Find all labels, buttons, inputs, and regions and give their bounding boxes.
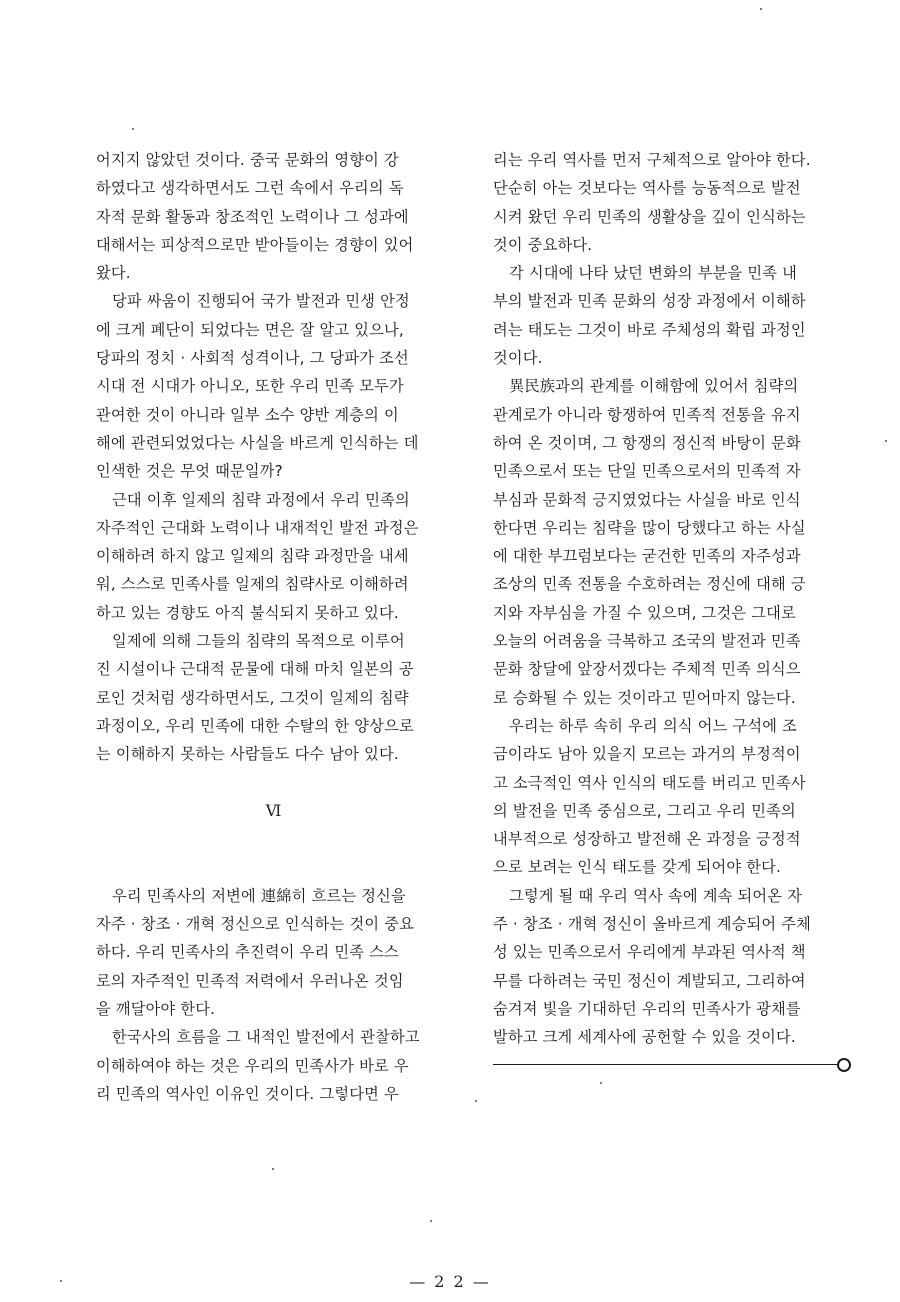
text-line: 것이다.: [493, 349, 543, 368]
text-line: 단순히 아는 것보다는 역사를 능동적으로 발전: [493, 179, 801, 198]
text-line: 해에 관련되었었다는 사실을 바르게 인식하는 데: [96, 433, 419, 452]
spacer: [96, 853, 461, 881]
text-line: 려는 태도는 그것이 바로 주체성의 확립 과정인: [493, 320, 806, 339]
text-line: 우리는 하루 속히 우리 의식 어느 구석에 조: [509, 716, 798, 735]
text-line: 시대 전 시대가 아니오, 또한 우리 민족 모두가: [96, 377, 404, 396]
text-line: 을 깨달아야 한다.: [96, 999, 216, 1018]
scan-speck: [600, 1082, 602, 1084]
text-line: 로의 자주적인 민족적 저력에서 우러나온 것임: [96, 971, 404, 990]
text-line: 민족으로서 또는 단일 민족으로서의 민족적 자: [493, 462, 801, 481]
text-line: 에 대한 부끄럼보다는 굳건한 민족의 자주성과: [493, 547, 801, 566]
text-line: 지와 자부심을 가질 수 있으며, 그것은 그대로: [493, 603, 796, 622]
text-line: 발하고 크게 세계사에 공헌할 수 있을 것이다.: [493, 1028, 796, 1047]
text-line: 하고 있는 경향도 아직 불식되지 못하고 있다.: [96, 603, 399, 622]
scan-speck: [132, 128, 134, 130]
text-line: 고 소극적인 역사 인식의 태도를 버리고 민족사: [493, 773, 806, 792]
text-line: 것이 중요하다.: [493, 235, 593, 254]
text-line: 진 시설이나 근대적 문물에 대해 마치 일본의 공: [96, 660, 414, 679]
text-line: 이해하여야 하는 것은 우리의 민족사가 바로 우: [96, 1056, 409, 1075]
text-line: 시켜 왔던 우리 민족의 생활상을 깊이 인식하는: [493, 207, 806, 226]
rule-line: [493, 1064, 839, 1065]
text-line: 내부적으로 성장하고 발전해 온 과정을 긍정적: [493, 830, 801, 849]
page-number: — 2 2 —: [409, 1272, 491, 1291]
text-line: 자주적인 근대화 노력이나 내재적인 발전 과정은: [96, 518, 419, 537]
text-line: 에 크게 폐단이 되었다는 면은 잘 알고 있으나,: [96, 320, 404, 339]
text-line: 각 시대에 나타 났던 변화의 부분을 민족 내: [509, 264, 798, 283]
spacer: [96, 825, 461, 853]
text-line: 하여 온 것이며, 그 항쟁의 정신적 바탕이 문화: [493, 433, 801, 452]
left-column-text-bottom: [96, 882, 461, 1108]
right-column: [493, 146, 858, 1072]
end-circle-icon: [837, 1058, 851, 1072]
text-line: 과정이오, 우리 민족에 대한 수탈의 한 양상으로: [96, 716, 414, 735]
left-column-text-top: [96, 146, 461, 769]
text-line: 조상의 민족 전통을 수호하려는 정신에 대해 긍: [493, 575, 806, 594]
text-line: 하였다고 생각하면서도 그런 속에서 우리의 독: [96, 179, 404, 198]
text-line: 관계로가 아니라 항쟁하여 민족적 전통을 유지: [493, 405, 801, 424]
text-line: 성 있는 민족으로서 우리에게 부과된 역사적 책: [493, 943, 806, 962]
scan-speck: [272, 1168, 274, 1170]
text-line: 는 이해하지 못하는 사람들도 다수 남아 있다.: [96, 745, 399, 764]
scan-speck: [475, 1100, 477, 1102]
text-line: 금이라도 남아 있을지 모르는 과거의 부정적이: [493, 745, 801, 764]
text-line: 인색한 것은 무엇 때문일까?: [96, 462, 283, 481]
scan-speck: [885, 440, 887, 442]
text-line: 숨겨져 빛을 기대하던 우리의 민족사가 광채를: [493, 999, 801, 1018]
text-line: 자주 · 창조 · 개혁 정신으로 인식하는 것이 중요: [96, 915, 414, 934]
text-line: 일제에 의해 그들의 침략의 목적으로 이루어: [112, 632, 405, 651]
text-line: 리는 우리 역사를 먼저 구체적으로 알아야 한다.: [493, 151, 811, 169]
text-line: 관여한 것이 아니라 일부 소수 양반 계층의 이: [96, 405, 399, 424]
text-line: 주 · 창조 · 개혁 정신이 올바르게 계승되어 주체: [493, 915, 811, 934]
scan-speck: [430, 1220, 432, 1222]
right-column-text: [493, 146, 858, 1052]
scan-speck: [60, 1280, 62, 1282]
text-line: 자적 문화 활동과 창조적인 노력이나 그 성과에: [96, 207, 409, 226]
text-line: 그렇게 될 때 우리 역사 속에 계속 되어온 자: [509, 886, 803, 905]
spacer: [96, 769, 461, 797]
text-line: 으로 보려는 인식 태도를 갖게 되어야 한다.: [493, 858, 782, 877]
text-line: 한다면 우리는 침략을 많이 당했다고 하는 사실: [493, 518, 806, 537]
text-line: 우리 민족사의 저변에 連綿히 흐르는 정신을: [112, 886, 406, 905]
text-line: 당파 싸움이 진행되어 국가 발전과 민생 안정: [112, 292, 410, 311]
text-line: 어지지 않았던 것이다. 중국 문화의 영향이 강: [96, 151, 399, 169]
text-line: 하다. 우리 민족사의 추진력이 우리 민족 스스: [96, 943, 399, 962]
text-line: 당파의 정치 · 사회적 성격이나, 그 당파가 조선: [96, 349, 409, 368]
text-line: 근대 이후 일제의 침략 과정에서 우리 민족의: [112, 490, 410, 509]
text-line: 부의 발전과 민족 문화의 성장 과정에서 이해하: [493, 292, 806, 311]
text-line: 대해서는 피상적으로만 받아들이는 경향이 있어: [96, 235, 414, 254]
text-line: 한국사의 흐름을 그 내적인 발전에서 관찰하고: [112, 1028, 420, 1047]
text-line: 로 승화될 수 있는 것이라고 믿어마지 않는다.: [493, 688, 796, 707]
text-line: 이해하려 하지 않고 일제의 침략 과정만을 내세: [96, 547, 409, 566]
text-line: 의 발전을 민족 중심으로, 그리고 우리 민족의: [493, 801, 796, 820]
text-line: 문화 창달에 앞장서겠다는 주체적 민족 의식으: [493, 660, 801, 679]
text-line: 로인 것처럼 생각하면서도, 그것이 일제의 침략: [96, 688, 409, 707]
text-line: 리 민족의 역사인 이유인 것이다. 그렇다면 우: [96, 1084, 399, 1103]
section-heading: Ⅵ: [265, 801, 282, 820]
text-line: 무를 다하려는 국민 정신이 계발되고, 그리하여: [493, 971, 806, 990]
text-line: 워, 스스로 민족사를 일제의 침략사로 이해하려: [96, 575, 409, 594]
scan-speck: [760, 8, 762, 10]
text-line: 왔다.: [96, 264, 131, 283]
left-column: [96, 146, 461, 1108]
end-of-article-rule: [493, 1058, 851, 1072]
text-line: 오늘의 어려움을 극복하고 조국의 발전과 민족: [493, 632, 801, 651]
text-line: 부심과 문화적 긍지였었다는 사실을 바로 인식: [493, 490, 801, 509]
text-line: 異民族과의 관계를 이해함에 있어서 침략의: [509, 377, 799, 396]
